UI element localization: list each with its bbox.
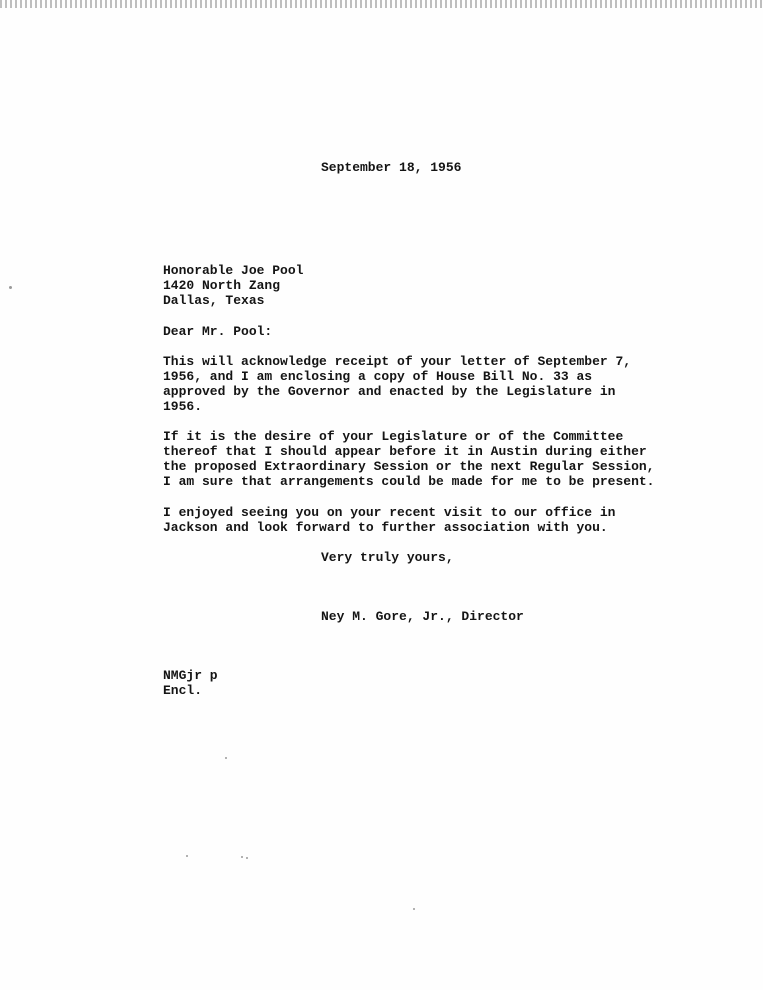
enclosure-note: Encl. [163, 683, 203, 698]
letter-date: September 18, 1956 [321, 160, 462, 175]
paragraph-3-line-1: I enjoyed seeing you on your recent visit to our office in [163, 505, 616, 520]
recipient-name: Honorable Joe Pool [163, 263, 304, 278]
paragraph-2-line-4: I am sure that arrangements could be made for me to be present. [163, 474, 655, 489]
salutation: Dear Mr. Pool: [163, 324, 273, 339]
scan-speck [246, 857, 248, 859]
paragraph-3-line-2: Jackson and look forward to further association with you. [163, 520, 608, 535]
signature-line: Ney M. Gore, Jr., Director [321, 609, 524, 624]
scan-speck [186, 855, 188, 857]
recipient-city: Dallas, Texas [163, 293, 265, 308]
recipient-street: 1420 North Zang [163, 278, 281, 293]
closing: Very truly yours, [321, 550, 454, 565]
scan-speck [9, 286, 12, 289]
scan-speck [413, 908, 415, 910]
scan-speck [241, 856, 243, 858]
paragraph-1-line-4: 1956. [163, 399, 203, 414]
paragraph-1-line-1: This will acknowledge receipt of your letter of September 7, [163, 354, 632, 369]
scan-speck [225, 757, 227, 759]
paragraph-2-line-1: If it is the desire of your Legislature or of the Committee [163, 429, 624, 444]
paragraph-2-line-2: thereof that I should appear before it in Austin during either [163, 444, 647, 459]
page-top-edge [0, 0, 763, 8]
paragraph-1-line-2: 1956, and I am enclosing a copy of House Bill No. 33 as [163, 369, 593, 384]
reference-initials: NMGjr p [163, 668, 218, 683]
paragraph-1-line-3: approved by the Governor and enacted by the Legislature in [163, 384, 616, 399]
paragraph-2-line-3: the proposed Extraordinary Session or the next Regular Session, [163, 459, 655, 474]
